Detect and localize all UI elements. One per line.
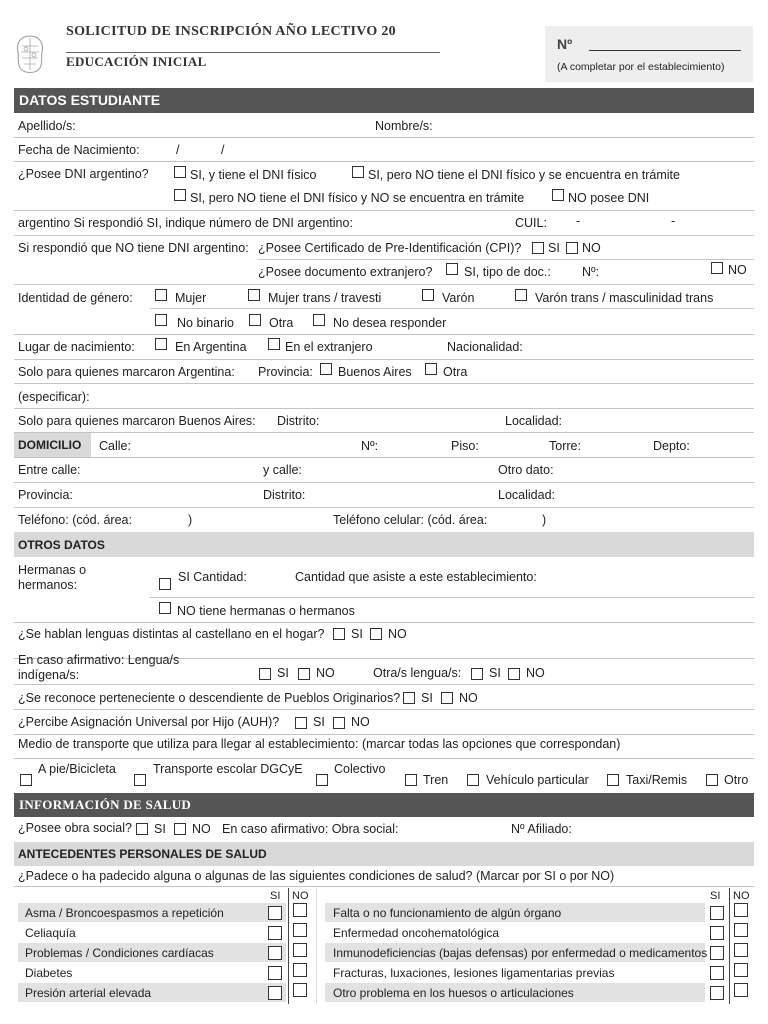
foreign-doc-number-label: Nº: (582, 265, 600, 279)
condition-no-checkbox[interactable] (734, 923, 748, 937)
gender-checkbox[interactable] (422, 289, 434, 301)
indigenous-peoples-si-checkbox[interactable] (403, 692, 415, 704)
divider (14, 334, 754, 335)
condition-no-checkbox[interactable] (293, 943, 307, 957)
between-street-label: Entre calle: (18, 463, 81, 477)
condition-no-checkbox[interactable] (293, 983, 307, 997)
phone-label: Teléfono: (cód. área: (18, 513, 132, 527)
birthplace-label: Lugar de nacimiento: (18, 340, 135, 354)
cellphone-label: Teléfono celular: (cód. área: (333, 513, 488, 527)
gender-option-label: Varón (442, 291, 475, 305)
province-checkbox[interactable] (425, 363, 437, 375)
condition-label: Enfermedad oncohematológica (333, 926, 500, 940)
nombre-label: Nombre/s: (375, 119, 433, 133)
gender-checkbox[interactable] (249, 314, 261, 326)
foreign-doc-question: ¿Posee documento extranjero? (258, 265, 433, 279)
gender-option-label: Mujer trans / travesti (268, 291, 382, 305)
column-divider (288, 888, 289, 1004)
house-number-label: Nº: (361, 439, 379, 453)
siblings-label: Hermanas o (18, 563, 87, 577)
transport-option-label: Tren (423, 773, 449, 787)
dni-option-label: SI, pero NO tiene el DNI físico y se encuentra en trámite (368, 168, 680, 182)
birthplace-checkbox[interactable] (268, 338, 280, 350)
si-label: SI (277, 666, 289, 680)
section-title: OTROS DATOS (18, 538, 105, 552)
condition-label: Problemas / Condiciones cardíacas (25, 946, 214, 960)
dni-option-checkbox[interactable] (174, 166, 186, 178)
condition-si-checkbox[interactable] (268, 926, 282, 940)
divider (14, 161, 754, 162)
no-siblings-label: NO tiene hermanas o hermanos (177, 604, 355, 618)
gender-option-label: Otra (269, 316, 294, 330)
foreign-doc-si-checkbox[interactable] (446, 263, 458, 275)
languages-question: ¿Se hablan lenguas distintas al castellano en el hogar? (18, 627, 325, 641)
and-street-label: y calle: (263, 463, 302, 477)
dni-option-checkbox[interactable] (174, 189, 186, 201)
siblings-attending-label: Cantidad que asiste a este establecimiento: (295, 570, 537, 584)
birthplace-option-label: En Argentina (175, 340, 247, 354)
floor-label: Piso: (451, 439, 479, 453)
section-header-medical-history (14, 842, 754, 866)
divider (14, 408, 754, 409)
siblings-yes-checkbox[interactable] (159, 578, 171, 590)
transport-checkbox[interactable] (607, 774, 619, 786)
gender-checkbox[interactable] (515, 289, 527, 301)
auh-no-checkbox[interactable] (333, 717, 345, 729)
si-label: SI (154, 822, 166, 836)
date-slash: / (176, 143, 180, 157)
dni-option-label: NO posee DNI (568, 191, 650, 205)
column-divider (729, 888, 730, 1004)
dni-option-checkbox[interactable] (352, 166, 364, 178)
date-slash: / (221, 143, 225, 157)
transport-checkbox[interactable] (134, 774, 146, 786)
tower-label: Torre: (549, 439, 581, 453)
transport-option-label: Colectivo (334, 762, 386, 776)
gender-option-label: Mujer (175, 291, 207, 305)
no-label: NO (459, 691, 478, 705)
cellphone-paren: ) (542, 513, 547, 527)
siblings-quantity-label: SI Cantidad: (178, 570, 247, 584)
cpi-question: ¿Posee Certificado de Pre-Identificación (CPI)? (258, 241, 522, 255)
si-label: SI (548, 241, 560, 255)
divider (14, 359, 754, 360)
dni-option-label: SI, y tiene el DNI físico (190, 168, 317, 182)
divider (14, 284, 754, 285)
condition-label: Asma / Broncoespasmos a repetición (25, 906, 224, 920)
indigenous-si-checkbox[interactable] (259, 668, 271, 680)
column-divider (316, 888, 317, 1004)
no-dni-label: Si respondió que NO tiene DNI argentino: (18, 241, 249, 255)
foreign-doc-no-checkbox[interactable] (711, 262, 723, 274)
condition-no-checkbox[interactable] (734, 983, 748, 997)
transport-checkbox[interactable] (405, 774, 417, 786)
indigenous-peoples-no-checkbox[interactable] (441, 692, 453, 704)
condition-si-checkbox[interactable] (710, 906, 724, 920)
health-insurance-question: ¿Posee obra social? (18, 821, 132, 835)
indigenous-no-checkbox[interactable] (298, 668, 310, 680)
foreign-doc-type-label: SI, tipo de doc.: (464, 265, 551, 279)
other-info-label: Otro dato: (498, 463, 554, 477)
transport-option-label: Otro (724, 773, 749, 787)
auh-si-checkbox[interactable] (295, 717, 307, 729)
no-label: NO (728, 263, 747, 277)
divider (14, 758, 754, 759)
cuil-dash: - (671, 214, 676, 228)
number-label: Nº (557, 36, 573, 52)
gender-option-label: No desea responder (333, 316, 447, 330)
address-province-label: Provincia: (18, 488, 73, 502)
phone-paren: ) (188, 513, 193, 527)
divider (14, 886, 754, 887)
street-label: Calle: (99, 439, 131, 453)
right-col-si-header: SI (710, 890, 721, 902)
gender-checkbox[interactable] (155, 289, 167, 301)
no-label: NO (351, 715, 370, 729)
siblings-label: hermanos: (18, 578, 78, 592)
languages-no-checkbox[interactable] (370, 628, 382, 640)
divider (14, 457, 754, 458)
condition-si-checkbox[interactable] (268, 906, 282, 920)
cuil-dash: - (576, 214, 581, 228)
divider (14, 684, 754, 685)
insurance-no-checkbox[interactable] (174, 823, 186, 835)
no-siblings-checkbox[interactable] (159, 602, 171, 614)
gender-option-label: Varón trans / masculinidad trans (535, 291, 714, 305)
no-label: NO (526, 666, 545, 680)
other-language-si-checkbox[interactable] (471, 668, 483, 680)
condition-label: Diabetes (25, 966, 73, 980)
divider (14, 507, 754, 508)
district-label: Distrito: (277, 414, 320, 428)
province-checkbox[interactable] (320, 363, 332, 375)
divider (14, 622, 754, 623)
transport-checkbox[interactable] (316, 774, 328, 786)
province-option-label: Buenos Aires (338, 365, 412, 379)
gender-checkbox[interactable] (155, 314, 167, 326)
divider (14, 482, 754, 483)
condition-no-checkbox[interactable] (734, 963, 748, 977)
section-header-health (14, 793, 754, 817)
condition-si-checkbox[interactable] (710, 966, 724, 980)
medical-history-question: ¿Padece o ha padecido alguna o algunas de las siguientes condiciones de salud? (Marcar por SI o por NO) (18, 869, 615, 883)
school-logo (12, 32, 48, 76)
form-subtitle: EDUCACIÓN INICIAL (66, 54, 207, 69)
fecha-label: Fecha de Nacimiento: (18, 143, 140, 157)
other-language-no-checkbox[interactable] (508, 668, 520, 680)
locality-label: Localidad: (505, 414, 562, 428)
divider (14, 383, 754, 384)
dni-option-label: SI, pero NO tiene el DNI físico y NO se encuentra en trámite (190, 191, 525, 205)
divider (14, 734, 754, 735)
gender-label: Identidad de género: (18, 291, 133, 305)
number-input[interactable] (589, 50, 741, 51)
transport-checkbox[interactable] (20, 774, 32, 786)
condition-label: Inmunodeficiencias (bajas defensas) por enfermedad o medicamentos (333, 946, 708, 960)
divider (14, 709, 754, 710)
transport-checkbox[interactable] (467, 774, 479, 786)
insurance-si-checkbox[interactable] (136, 823, 148, 835)
transport-checkbox[interactable] (706, 774, 718, 786)
other-language-label: Otra/s lengua/s: (373, 666, 462, 680)
condition-label: Celiaquía (25, 926, 76, 940)
right-col-no-header: NO (733, 890, 750, 902)
transport-option-label: Vehículo particular (486, 773, 589, 787)
si-label: SI (421, 691, 433, 705)
si-label: SI (351, 627, 363, 641)
affiliate-number-label: Nº Afiliado: (511, 822, 572, 836)
no-label: NO (582, 241, 601, 255)
domicilio-label: DOMICILIO (18, 438, 82, 452)
birthplace-checkbox[interactable] (155, 338, 167, 350)
section-header-student (14, 88, 754, 113)
section-title: DATOS ESTUDIANTE (19, 92, 161, 108)
bsas-only-label: Solo para quienes marcaron Buenos Aires: (18, 414, 256, 428)
si-label: SI (313, 715, 325, 729)
si-label: SI (489, 666, 501, 680)
province-option-label: Otra (443, 365, 468, 379)
birthplace-option-label: En el extranjero (285, 340, 373, 354)
section-title: ANTECEDENTES PERSONALES DE SALUD (18, 847, 267, 861)
indigenous-peoples-question: ¿Se reconoce perteneciente o descendiente de Pueblos Originarios? (18, 691, 401, 705)
condition-si-checkbox[interactable] (268, 986, 282, 1000)
specify-label: (especificar): (18, 390, 90, 404)
address-district-label: Distrito: (263, 488, 306, 502)
transport-question: Medio de transporte que utiliza para llegar al establecimiento: (marcar todas las opciones que correspondan) (18, 737, 621, 751)
dni-option-checkbox[interactable] (552, 189, 564, 201)
no-label: NO (192, 822, 211, 836)
condition-label: Otro problema en los huesos o articulaciones (333, 986, 574, 1000)
indigenous-language-label: En caso afirmativo: Lengua/s (18, 653, 180, 667)
insurance-name-label: En caso afirmativo: Obra social: (222, 822, 399, 836)
divider (14, 432, 754, 433)
condition-no-checkbox[interactable] (293, 903, 307, 917)
condition-label: Fracturas, luxaciones, lesiones ligamentarias previas (333, 966, 615, 980)
divider (150, 597, 754, 598)
condition-no-checkbox[interactable] (293, 923, 307, 937)
argentina-only-label: Solo para quienes marcaron Argentina: (18, 365, 235, 379)
divider (14, 137, 754, 138)
number-note: (A completar por el establecimiento) (557, 61, 725, 73)
address-locality-label: Localidad: (498, 488, 555, 502)
divider (258, 259, 754, 260)
condition-si-checkbox[interactable] (268, 966, 282, 980)
transport-option-label: Transporte escolar DGCyE (153, 762, 303, 776)
condition-label: Falta o no funcionamiento de algún órgano (333, 906, 562, 920)
condition-no-checkbox[interactable] (293, 963, 307, 977)
gender-checkbox[interactable] (313, 314, 325, 326)
no-label: NO (388, 627, 407, 641)
section-header-other (14, 532, 754, 557)
divider (150, 308, 754, 309)
transport-option-label: A pie/Bicicleta (38, 762, 116, 776)
left-col-no-header: NO (292, 890, 309, 902)
no-label: NO (316, 666, 335, 680)
province-label: Provincia: (258, 365, 313, 379)
title-underline (66, 52, 440, 53)
cuil-label: CUIL: (515, 216, 547, 230)
transport-option-label: Taxi/Remis (626, 773, 688, 787)
gender-checkbox[interactable] (248, 289, 260, 301)
cpi-no-checkbox[interactable] (566, 242, 578, 254)
divider (14, 210, 754, 211)
condition-si-checkbox[interactable] (710, 946, 724, 960)
section-title: INFORMACIÓN DE SALUD (19, 797, 192, 812)
languages-si-checkbox[interactable] (333, 628, 345, 640)
apellido-label: Apellido/s: (18, 119, 76, 133)
condition-si-checkbox[interactable] (710, 986, 724, 1000)
form-title: SOLICITUD DE INSCRIPCIÓN AÑO LECTIVO 20 (66, 24, 396, 39)
left-col-si-header: SI (270, 890, 281, 902)
condition-no-checkbox[interactable] (734, 943, 748, 957)
condition-no-checkbox[interactable] (734, 903, 748, 917)
divider (14, 235, 754, 236)
dni-number-label: argentino Si respondió SI, indique número de DNI argentino: (18, 216, 353, 230)
condition-si-checkbox[interactable] (710, 926, 724, 940)
condition-label: Presión arterial elevada (25, 986, 152, 1000)
indigenous-language-label: indígena/s: (18, 668, 80, 682)
number-box (545, 26, 753, 82)
apartment-label: Depto: (653, 439, 690, 453)
auh-question: ¿Percibe Asignación Universal por Hijo (AUH)? (18, 715, 280, 729)
dni-question: ¿Posee DNI argentino? (18, 167, 149, 181)
condition-si-checkbox[interactable] (268, 946, 282, 960)
nationality-label: Nacionalidad: (447, 340, 523, 354)
cpi-si-checkbox[interactable] (532, 242, 544, 254)
domicilio-label-box (14, 433, 91, 457)
gender-option-label: No binario (177, 316, 234, 330)
